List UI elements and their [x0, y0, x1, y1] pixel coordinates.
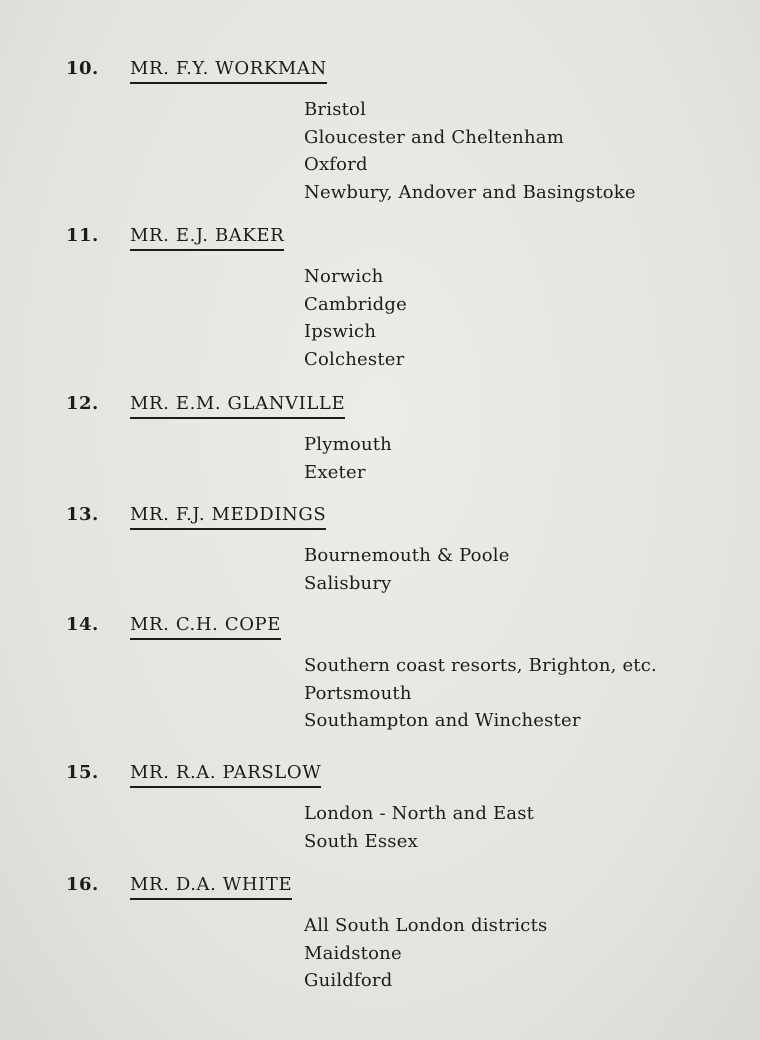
place-item: Gloucester and Cheltenham — [304, 126, 564, 148]
entry-name: MR. C.H. COPE — [130, 614, 281, 640]
place-item: Guildford — [304, 970, 393, 991]
place-item: Colchester — [304, 348, 405, 370]
entry-name: MR. E.M. GLANVILLE — [130, 393, 345, 419]
entry-number: 12. — [66, 393, 99, 414]
place-item: Southern coast resorts, Brighton, etc. — [304, 655, 657, 676]
place-list — [304, 652, 657, 735]
place-item: Oxford — [304, 154, 368, 175]
place-item: All South London districts — [304, 915, 548, 936]
place-list — [304, 800, 534, 855]
entry-name: MR. F.J. MEDDINGS — [130, 504, 326, 530]
place-item: South Essex — [304, 830, 418, 852]
entry-name: MR. E.J. BAKER — [130, 225, 284, 251]
place-item: Maidstone — [304, 942, 402, 964]
entry-name: MR. D.A. WHITE — [130, 874, 292, 900]
entry-number: 13. — [66, 504, 99, 525]
place-item: Southampton and Winchester — [304, 710, 581, 731]
entry-number: 15. — [66, 762, 99, 783]
place-list — [304, 542, 510, 597]
place-item: Norwich — [304, 266, 384, 287]
entry-number: 14. — [66, 614, 99, 635]
place-item: Newbury, Andover and Basingstoke — [304, 181, 636, 203]
place-item: Plymouth — [304, 434, 392, 455]
place-item: Exeter — [304, 461, 366, 483]
entry-number: 16. — [66, 874, 99, 895]
entry-name: MR. F.Y. WORKMAN — [130, 58, 327, 84]
place-list — [304, 96, 636, 206]
entry-number: 10. — [66, 58, 99, 79]
place-item: Bournemouth & Poole — [304, 545, 510, 566]
place-item: London - North and East — [304, 803, 535, 824]
place-list — [304, 431, 392, 486]
entry-name: MR. R.A. PARSLOW — [130, 762, 321, 788]
place-item: Cambridge — [304, 293, 407, 315]
entry-number: 11. — [66, 225, 99, 246]
place-item: Bristol — [304, 99, 367, 120]
place-item: Salisbury — [304, 572, 392, 594]
place-list — [304, 912, 547, 995]
place-item: Ipswich — [304, 321, 377, 342]
place-item: Portsmouth — [304, 682, 412, 704]
place-list — [304, 263, 407, 373]
